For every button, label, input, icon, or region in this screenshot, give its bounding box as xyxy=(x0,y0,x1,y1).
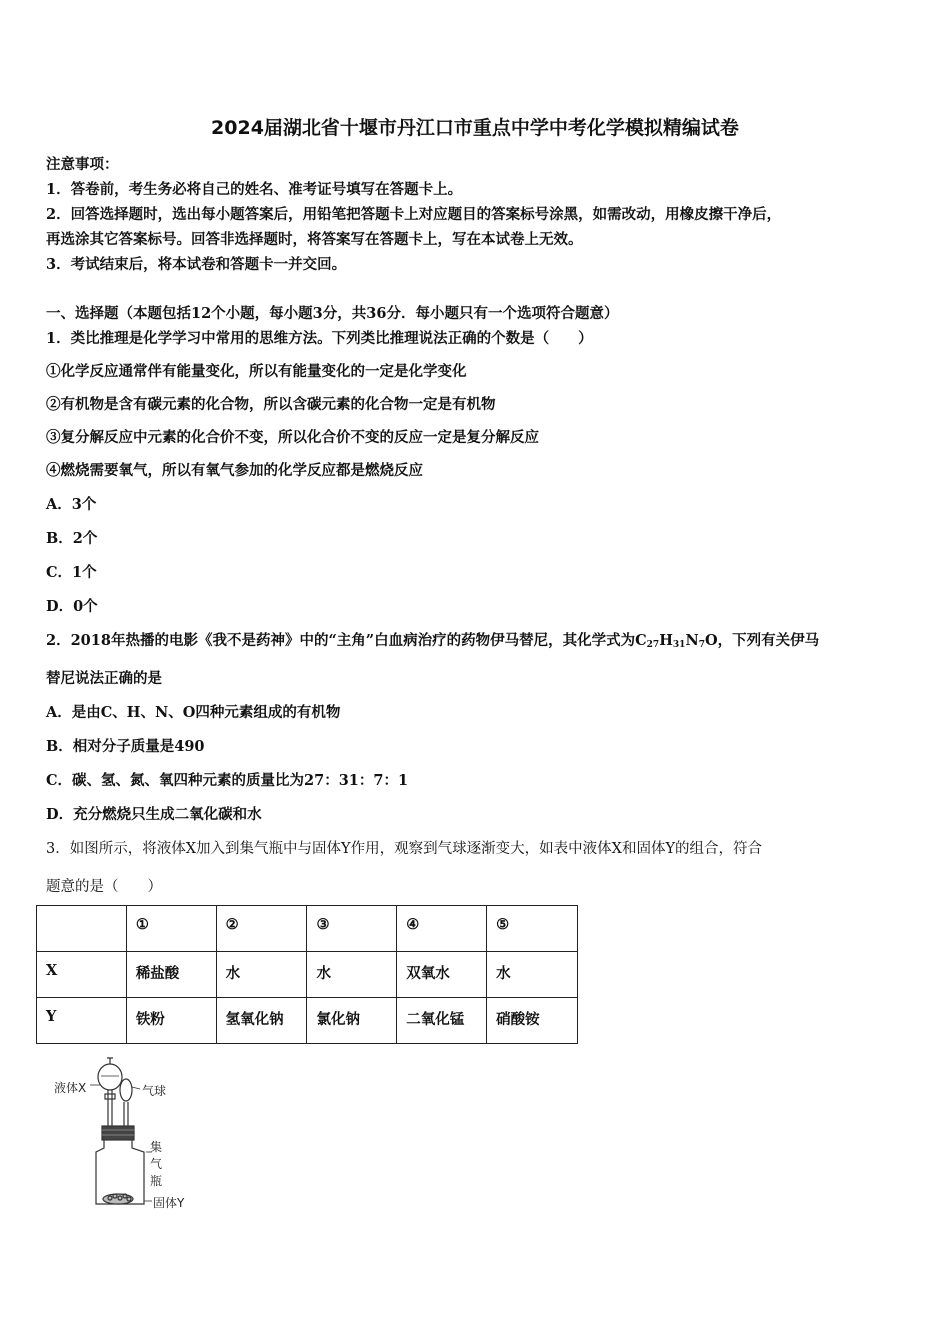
statement: ①化学反应通常伴有能量变化，所以有能量变化的一定是化学变化 xyxy=(46,363,467,380)
table-cell: ① xyxy=(126,906,216,952)
separatory-funnel-icon xyxy=(98,1064,122,1090)
option[interactable]: C．碳、氢、氮、氧四种元素的质量比为27：31：7：1 xyxy=(46,772,409,789)
funnel-valve xyxy=(105,1094,115,1099)
bottle-label-char: 集 xyxy=(150,1140,163,1154)
solid-y-label: 固体Y xyxy=(153,1196,185,1210)
option[interactable]: A．3个 xyxy=(46,496,97,513)
table-cell xyxy=(37,906,127,952)
option[interactable]: D．0个 xyxy=(46,598,98,615)
notice-item: 3．考试结束后，将本试卷和答题卡一并交回。 xyxy=(46,256,347,273)
balloon-icon xyxy=(120,1079,132,1101)
table-cell: 铁粉 xyxy=(126,998,216,1044)
table-cell: 氯化钠 xyxy=(307,998,397,1044)
table-cell: 双氧水 xyxy=(397,952,487,998)
option[interactable]: B．相对分子质量是490 xyxy=(46,738,205,755)
table-cell: ③ xyxy=(307,906,397,952)
notice-heading: 注意事项： xyxy=(46,156,119,173)
table-cell: 氢氧化钠 xyxy=(216,998,307,1044)
notice-item: 1．答卷前，考生务必将自己的姓名、准考证号填写在答题卡上。 xyxy=(46,181,463,198)
statement: ④燃烧需要氧气，所以有氧气参加的化学反应都是燃烧反应 xyxy=(46,462,423,479)
chemical-formula: $C_{27}H_{31}N_7O$ xyxy=(635,632,718,650)
notice-item: 再选涂其它答案标号。回答非选择题时，将答案写在答题卡上，写在本试卷上无效。 xyxy=(46,231,583,248)
question-2-stem xyxy=(46,629,819,650)
table-cell: 二氧化锰 xyxy=(397,998,487,1044)
option[interactable]: A．是由C、H、N、O四种元素组成的有机物 xyxy=(46,704,341,721)
bottle-label-char: 瓶 xyxy=(150,1174,163,1188)
table-cell: 水 xyxy=(487,952,578,998)
statement: ③复分解反应中元素的化合价不变，所以化合价不变的反应一定是复分解反应 xyxy=(46,429,539,446)
table-cell: X xyxy=(37,952,127,998)
table-cell: ② xyxy=(216,906,307,952)
table-row xyxy=(37,998,578,1044)
apparatus-drawing xyxy=(52,1052,202,1212)
statement: ②有机物是含有碳元素的化合物，所以含碳元素的化合物一定是有机物 xyxy=(46,396,496,413)
question-3-stem: 3．如图所示，将液体X加入到集气瓶中与固体Y作用，观察到气球逐渐变大，如表中液体X和固体Y的组合，符合 xyxy=(46,841,763,857)
notice-item: 2．回答选择题时，选出每小题答案后，用铅笔把答题卡上对应题目的答案标号涂黑，如需改动，用橡皮擦干净后， xyxy=(46,206,782,223)
question-1-stem: 1．类比推理是化学学习中常用的思维方法。下列类比推理说法正确的个数是（ ） xyxy=(46,330,593,347)
question-2-stem-cont: 替尼说法正确的是 xyxy=(46,670,162,687)
reagent-table xyxy=(36,905,578,1044)
table-cell: 水 xyxy=(307,952,397,998)
question-3-stem-cont: 题意的是（ ） xyxy=(46,879,162,895)
table-cell: ④ xyxy=(397,906,487,952)
rubber-stopper-icon xyxy=(102,1126,134,1140)
stem-text: ，下列有关伊马 xyxy=(717,632,820,649)
funnel-stopper xyxy=(107,1058,113,1064)
balloon-label: 气球 xyxy=(142,1084,167,1098)
bottle-label-char: 气 xyxy=(150,1157,163,1171)
stem-text: 2．2018年热播的电影《我不是药神》中的“主角”白血病治疗的药物伊马替尼，其化学式为 xyxy=(46,632,636,649)
section-heading: 一、选择题（本题包括12个小题，每小题3分，共36分．每小题只有一个选项符合题意） xyxy=(46,305,619,322)
option[interactable]: C．1个 xyxy=(46,564,97,581)
option[interactable]: D．充分燃烧只生成二氧化碳和水 xyxy=(46,806,262,823)
table-cell: 稀盐酸 xyxy=(126,952,216,998)
liquid-x-label: 液体X xyxy=(54,1081,87,1095)
option[interactable]: B．2个 xyxy=(46,530,98,547)
table-cell: 水 xyxy=(216,952,307,998)
table-cell: Y xyxy=(37,998,127,1044)
table-cell: 硝酸铵 xyxy=(487,998,578,1044)
page-title: 2024届湖北省十堰市丹江口市重点中学中考化学模拟精编试卷 xyxy=(211,117,739,139)
table-row xyxy=(37,952,578,998)
table-cell: ⑤ xyxy=(487,906,578,952)
apparatus-figure xyxy=(52,1052,202,1212)
table-header-row xyxy=(37,906,578,952)
